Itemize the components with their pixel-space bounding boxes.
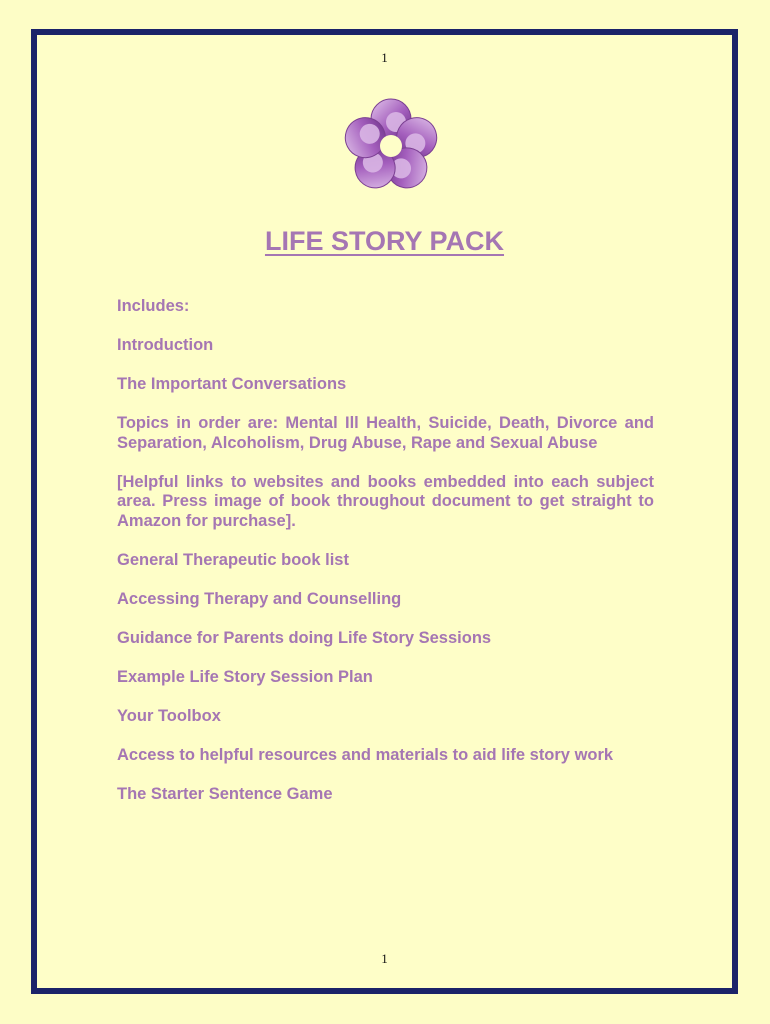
list-item: Introduction xyxy=(117,336,214,354)
page-title-text: LIFE STORY PACK xyxy=(264,226,505,256)
page-title xyxy=(37,226,732,257)
page-border-frame xyxy=(31,29,738,994)
flower-logo-icon xyxy=(336,91,446,201)
list-item: The Starter Sentence Game xyxy=(117,784,333,803)
logo-center xyxy=(380,135,402,157)
list-item: Topics in order are: Mental Ill Health, Suicide, Death, Divorce and Separation, Alcoholism, Drug Abuse, Rape and Sexual Abuse xyxy=(117,414,654,452)
list-item: Accessing Therapy and Counselling xyxy=(117,589,402,608)
list-item: [Helpful links to websites and books embedded into each subject area. Press image of book throughout document to get straight to Amazon for purchase]. xyxy=(117,472,654,530)
list-item: Example Life Story Session Plan xyxy=(117,667,373,686)
page-number-bottom: 1 xyxy=(381,951,388,966)
list-item: Guidance for Parents doing Life Story Sessions xyxy=(117,628,492,647)
list-item: Access to helpful resources and materials to aid life story work xyxy=(117,745,614,764)
list-item: Your Toolbox xyxy=(117,706,221,725)
list-item: Includes: xyxy=(117,297,190,315)
contents-list xyxy=(117,297,654,824)
page-number-top: 1 xyxy=(381,50,388,65)
list-item: General Therapeutic book list xyxy=(117,550,349,569)
list-item: The Important Conversations xyxy=(117,375,347,393)
